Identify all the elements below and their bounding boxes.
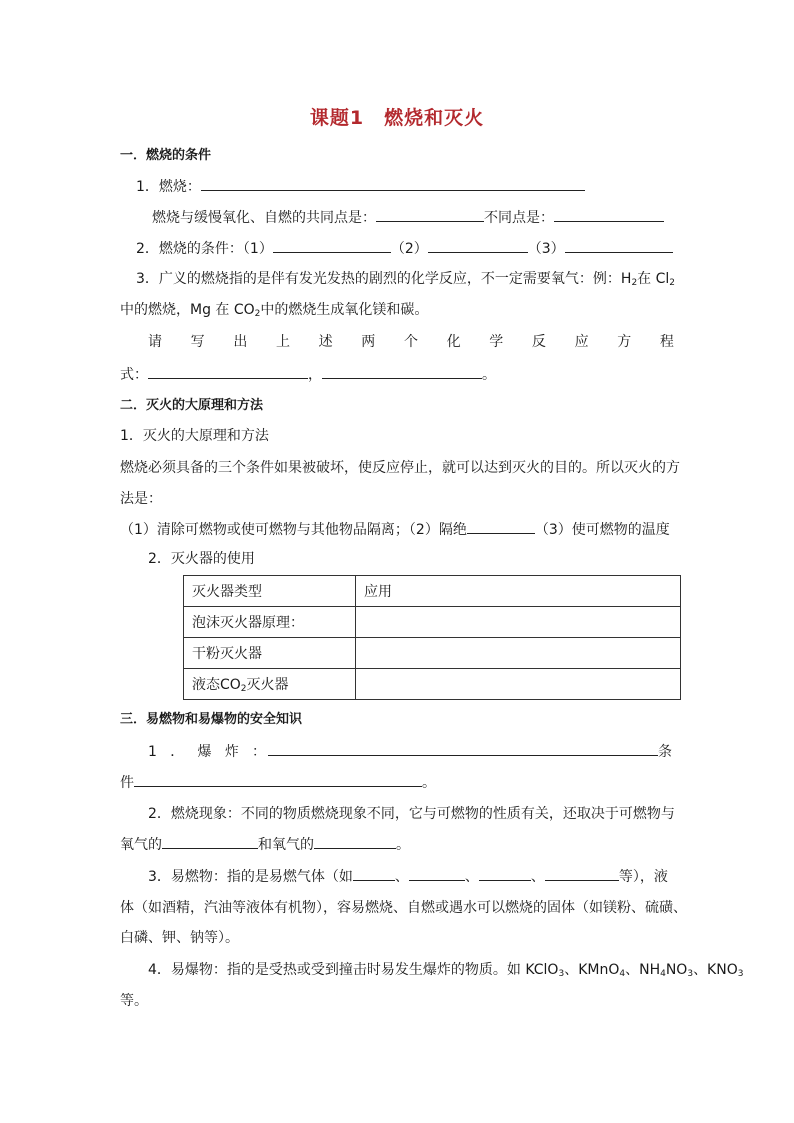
q2-label-2: （2） xyxy=(390,241,428,257)
q3-flammable-line3: 白磷、钾、钠等）。 xyxy=(120,930,239,946)
period: 。 xyxy=(422,775,436,791)
equation-blank-1[interactable] xyxy=(148,364,308,379)
answer-blank[interactable] xyxy=(467,519,535,534)
extinguisher-table xyxy=(183,575,681,700)
prompt-char: 应 xyxy=(574,334,589,350)
prompt-char: 请 xyxy=(148,334,162,350)
label-char: 1 xyxy=(148,744,157,760)
answer-blank[interactable] xyxy=(545,866,619,881)
text: 4．易爆物：指的是受热或受到撞击时易发生爆炸的物质。如 KClO xyxy=(148,962,559,978)
q3-line1 xyxy=(136,269,675,289)
answer-blank[interactable] xyxy=(565,238,673,253)
period: 。 xyxy=(482,367,496,383)
table-row xyxy=(184,638,681,669)
prompt-char: 程 xyxy=(659,334,674,350)
answer-blank[interactable] xyxy=(554,207,664,222)
subscript: 4 xyxy=(619,969,626,979)
table-header-row xyxy=(184,576,681,607)
answer-blank[interactable] xyxy=(428,238,528,253)
subscript: 2 xyxy=(631,278,638,288)
section-heading-combustion: 一．燃烧的条件 xyxy=(120,148,212,163)
subscript: 3 xyxy=(737,969,744,979)
label-char: ． xyxy=(170,744,185,760)
prompt-char: 反 xyxy=(531,334,546,350)
q2-label: 2．燃烧的条件：（1） xyxy=(136,241,273,257)
table-row xyxy=(184,669,681,700)
label-char: 炸 xyxy=(224,744,239,760)
table-cell-type: 干粉灭火器 xyxy=(184,638,356,669)
answer-blank[interactable] xyxy=(353,866,395,881)
cell-text-tail: 灭火器 xyxy=(246,677,289,693)
paragraph-line: 燃烧必须具备的三个条件如果被破坏，使反应停止，就可以达到灭火的目的。所以灭火的方 xyxy=(120,460,680,476)
page-title: 课题1 燃烧和灭火 xyxy=(309,107,485,129)
separator: 、 xyxy=(530,869,545,885)
subscript: 4 xyxy=(660,969,666,979)
prompt-char: 出 xyxy=(233,334,248,350)
q3-text-2b: 中的燃烧生成氧化镁和碳。 xyxy=(260,302,429,318)
answer-blank[interactable] xyxy=(409,866,465,881)
table-cell-answer[interactable] xyxy=(356,607,681,638)
answer-blank[interactable] xyxy=(273,238,391,253)
answer-blank[interactable] xyxy=(268,741,658,756)
text: NO xyxy=(665,962,688,978)
prompt-char: 述 xyxy=(318,334,333,350)
answer-blank[interactable] xyxy=(201,176,585,191)
subscript: 2 xyxy=(240,684,247,694)
table-cell-type xyxy=(184,669,356,700)
answer-blank[interactable] xyxy=(376,207,484,222)
text: 氧气的 xyxy=(120,837,162,853)
prompt-char: 写 xyxy=(190,334,205,350)
text: 和氧气的 xyxy=(258,837,314,853)
methods-text-b: （3）使可燃物的温度 xyxy=(534,522,670,538)
prompt-char: 方 xyxy=(617,334,632,350)
explosion-label xyxy=(148,742,266,762)
comma: ， xyxy=(308,367,322,383)
text: 、KNO xyxy=(693,962,738,978)
text: 、NH xyxy=(625,962,661,978)
label-char: 爆 xyxy=(197,744,212,760)
q-explosion-line1 xyxy=(148,741,674,762)
table-header-cell: 应用 xyxy=(356,576,681,607)
answer-blank[interactable] xyxy=(162,834,258,849)
prompt-char: 化 xyxy=(446,334,461,350)
write-equations-prompt xyxy=(148,332,674,352)
methods-text: （1）清除可燃物或使可燃物与其他物品隔离；（2）隔绝 xyxy=(120,522,467,538)
cell-text: 液态CO xyxy=(192,677,241,693)
equation-blanks xyxy=(120,364,496,385)
subscript: 3 xyxy=(687,969,694,979)
table-cell-type: 泡沫灭火器原理： xyxy=(184,607,356,638)
table-row xyxy=(184,607,681,638)
q4-explosive-line2: 等。 xyxy=(120,993,148,1009)
q3-flammable-line1 xyxy=(148,866,668,887)
answer-blank[interactable] xyxy=(314,834,396,849)
paragraph-line: 法是： xyxy=(120,491,162,507)
q2-conditions xyxy=(136,238,673,259)
section-heading-safety: 三．易燃物和易爆物的安全知识 xyxy=(120,712,303,727)
q1-common-label: 燃烧与缓慢氧化、自燃的共同点是： xyxy=(152,210,376,226)
prompt-char: 学 xyxy=(489,334,504,350)
q2-phenomenon-line1: 2．燃烧现象：不同的物质燃烧现象不同，它与可燃物的性质有关，还取决于可燃物与 xyxy=(148,806,675,822)
q3-text-mid: 在 Cl xyxy=(637,271,670,287)
table-cell-answer[interactable] xyxy=(356,638,681,669)
subscript: 2 xyxy=(254,309,261,319)
methods-line xyxy=(120,519,670,540)
subscript: 3 xyxy=(558,969,565,979)
period: 。 xyxy=(396,837,410,853)
subscript: 2 xyxy=(669,278,676,288)
table-header-cell: 灭火器类型 xyxy=(184,576,356,607)
separator: 、 xyxy=(464,869,479,885)
sub-heading-principles: 1．灭火的大原理和方法 xyxy=(120,428,269,444)
q3-line2 xyxy=(120,300,428,320)
q1-combustion-definition xyxy=(136,176,585,197)
q2-label-3: （3） xyxy=(527,241,565,257)
prompt-char: 上 xyxy=(275,334,290,350)
text: 3．易燃物：指的是易燃气体（如 xyxy=(148,869,353,885)
q2-phenomenon-line2 xyxy=(120,834,410,855)
text: 等），液 xyxy=(618,869,668,885)
q1-diff-label: 不同点是： xyxy=(484,210,554,226)
prompt-tail: 式： xyxy=(120,367,148,383)
explosion-cont: 件 xyxy=(120,775,134,791)
q-explosion-line2 xyxy=(120,772,436,793)
separator: 、 xyxy=(394,869,409,885)
answer-blank[interactable] xyxy=(479,866,531,881)
label-char: ： xyxy=(251,744,266,760)
text: 、KMnO xyxy=(564,962,620,978)
section-heading-extinguishing: 二．灭火的大原理和方法 xyxy=(120,398,264,413)
explosion-tail: 条 xyxy=(658,744,672,760)
q3-text-2a: 中的燃烧，Mg 在 CO xyxy=(120,302,255,318)
q3-flammable-line2: 体（如酒精，汽油等液体有机物），容易燃烧、自燃或遇水可以燃烧的固体（如镁粉、硫磺、 xyxy=(120,900,687,916)
equation-blank-2[interactable] xyxy=(322,364,482,379)
prompt-char: 两 xyxy=(361,334,376,350)
q1-label: 1．燃烧： xyxy=(136,179,201,195)
answer-blank[interactable] xyxy=(134,772,422,787)
q4-explosive-line1 xyxy=(148,960,743,980)
table-cell-answer[interactable] xyxy=(356,669,681,700)
prompt-char: 个 xyxy=(403,334,418,350)
sub-heading-extinguisher-use: 2．灭火器的使用 xyxy=(148,551,255,567)
q3-text: 3．广义的燃烧指的是伴有发光发热的剧烈的化学反应，不一定需要氧气：例：H xyxy=(136,271,632,287)
q1-similarities xyxy=(152,207,664,228)
